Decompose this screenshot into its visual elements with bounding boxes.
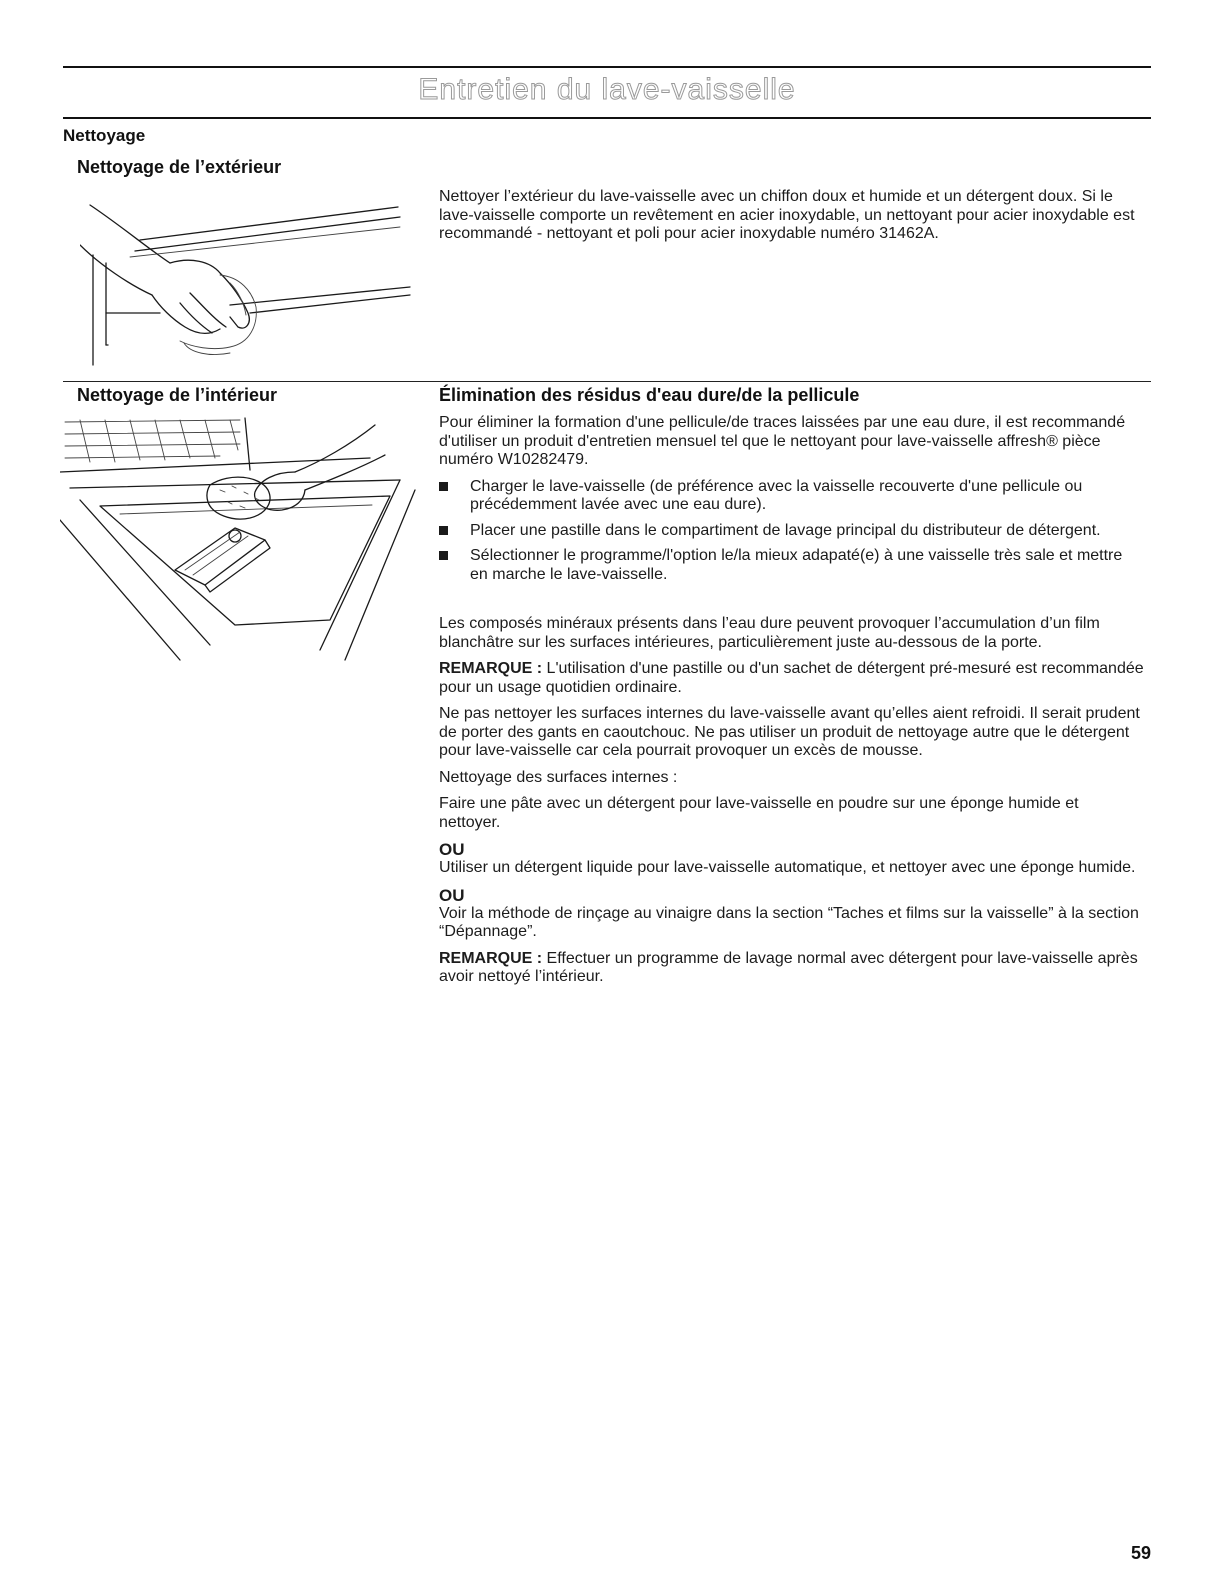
note-1-label: REMARQUE : bbox=[439, 660, 543, 677]
warning-paragraph: Ne pas nettoyer les surfaces internes du lave-vaisselle avant qu’elles aient refroidi. Il serait prudent de porter des gants en caoutchouc. Ne pas utiliser un produit de nettoyage autre que le détergent pour lave-vaisselle car cela pourrait provoquer un excès de mousse. bbox=[439, 705, 1140, 759]
sponge-cleaning-tub-icon bbox=[60, 410, 430, 670]
section-rule bbox=[63, 381, 1151, 382]
or-separator-1: OU bbox=[439, 840, 465, 859]
page-number: 59 bbox=[1131, 1543, 1152, 1563]
interior-heading: Nettoyage de l’intérieur bbox=[77, 385, 278, 405]
hand-wiping-door-icon bbox=[80, 195, 420, 370]
exterior-text: Nettoyer l’extérieur du lave-vaisselle avec un chiffon doux et humide et un détergent doux. Si le lave-vaisselle comporte un revêtement en acier inoxydable, un nettoyant pour acier inoxydable est recommandé - nettoyant et poli pour acier inoxydable numéro 31462A. bbox=[439, 188, 1135, 242]
internal-surfaces-label: Nettoyage des surfaces internes : bbox=[439, 768, 678, 786]
page-title: Entretien du lave-vaisselle bbox=[418, 73, 796, 106]
header-top-rule bbox=[63, 66, 1151, 68]
minerals-paragraph: Les composés minéraux présents dans l’eau dure peuvent provoquer l’accumulation d’un film blanchâtre sur les surfaces intérieures, particulièrement juste au-dessous de la porte. bbox=[439, 615, 1100, 651]
hard-water-steps bbox=[439, 478, 1144, 585]
hard-water-content bbox=[439, 414, 1144, 987]
option-3: Voir la méthode de rinçage au vinaigre dans la section “Taches et films sur la vaisselle” à la section “Dépannage”. bbox=[439, 904, 1139, 940]
exterior-heading: Nettoyage de l’extérieur bbox=[77, 157, 282, 177]
note-2 bbox=[439, 950, 1144, 987]
list-item: Placer une pastille dans le compartiment de lavage principal du distributeur de détergent. bbox=[439, 522, 1144, 541]
note-1-text: L'utilisation d'une pastille ou d'un sachet de détergent pré-mesuré est recommandée pour un usage quotidien ordinaire. bbox=[439, 660, 1144, 696]
list-item: Sélectionner le programme/l'option le/la mieux adapaté(e) à une vaisselle très sale et mettre en marche le lave-vaisselle. bbox=[439, 547, 1144, 584]
note-1 bbox=[439, 660, 1144, 697]
note-2-label: REMARQUE : bbox=[439, 949, 543, 967]
section-heading: Nettoyage bbox=[63, 126, 146, 145]
hard-water-intro: Pour éliminer la formation d'une pellicule/de traces laissées par une eau dure, il est recommandé d'utiliser un produit d'entretien mensuel tel que le nettoyant pour lave-vaisselle affresh® pièce numéro W10282479. bbox=[439, 414, 1126, 468]
hard-water-heading: Élimination des résidus d'eau dure/de la pellicule bbox=[439, 385, 860, 405]
option-1: Faire une pâte avec un détergent pour lave-vaisselle en poudre sur une éponge humide et nettoyer. bbox=[439, 795, 1079, 831]
list-item: Charger le lave-vaisselle (de préférence avec la vaisselle recouverte d'une pellicule ou précédemment lavée avec une eau dure). bbox=[439, 478, 1144, 515]
option-2: Utiliser un détergent liquide pour lave-vaisselle automatique, et nettoyer avec une éponge humide. bbox=[439, 859, 1136, 876]
or-separator-2: OU bbox=[439, 885, 465, 905]
header-bottom-rule bbox=[63, 117, 1151, 119]
note-2-text: Effectuer un programme de lavage normal avec détergent pour lave-vaisselle après avoir nettoyé l’intérieur. bbox=[439, 949, 1138, 985]
